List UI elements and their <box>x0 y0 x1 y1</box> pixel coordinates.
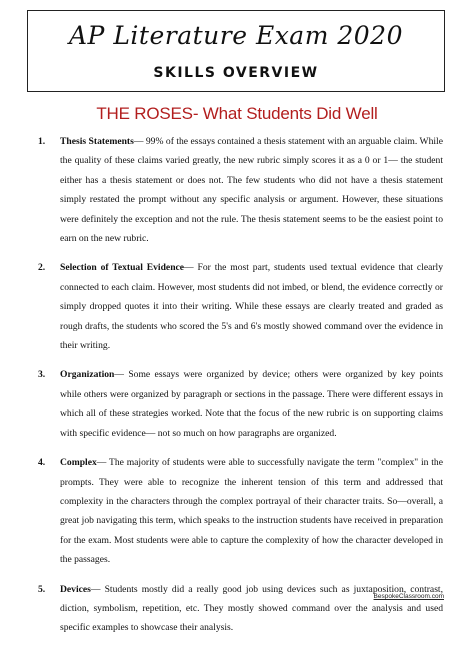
item-lead: Devices <box>60 583 91 595</box>
item-text: — The majority of students were able to successfully navigate the term "complex" in the prompts. They were able to recognize the inherent tension of this term and addressed that complexity in the characters through the complex portrayal of their character traits. So—overall, a great job navigating this term, which speaks to the instruction students have received in preparation for the exam. Most students were able to capture the complexity of how the character developed in the passages. <box>60 457 443 566</box>
item-number: 2. <box>38 262 46 274</box>
page-subtitle: SKILLS OVERVIEW <box>153 65 319 81</box>
title-box <box>27 10 445 92</box>
item-lead: Thesis Statements <box>60 136 134 147</box>
item-text: — For the most part, students used textual evidence that clearly connected to each claim. However, most students did not imbed, or blend, the evidence correctly or simply dropped quotes it into their writing. While these essays are clearly treated and graded as rough drafts, the students who scored the 5's and 6's mostly showed command over the evidence in their writing. <box>60 262 443 352</box>
list-item-organization <box>38 365 443 443</box>
page-title: AP Literature Exam 2020 <box>69 21 403 50</box>
list-item-thesis <box>38 132 443 248</box>
section-heading: THE ROSES- What Students Did Well <box>96 104 378 123</box>
footer-link[interactable]: BespokeClassroom.com <box>373 593 444 600</box>
item-text: — Some essays were organized by device; others were organized by key points while others were organized by paragraph or sections in the passage. There were different essays in which all of these strategies worked. Note that the focus of the new rubric is on supporting claims with specific evidence— not so much on how paragraphs are organized. <box>60 369 443 439</box>
item-number: 3. <box>38 369 46 381</box>
item-lead: Complex <box>60 457 97 469</box>
list-item-devices <box>38 580 443 638</box>
item-lead: Organization <box>60 369 115 381</box>
item-text: — Students mostly did a really good job using devices such as juxtaposition, contrast, diction, symbolism, repetition, etc. They mostly showed command over the analysis and used specific examples to showcase their analysis. <box>60 583 443 634</box>
item-number: 4. <box>38 457 46 469</box>
item-text: — 99% of the essays contained a thesis statement with an arguable claim. While the quality of these claims varied greatly, the new rubric simply scores it as a 0 or 1— the student either has a thesis statement or does not. The few students who did not have a thesis statement simply restated the prompt without any specific analysis or argument. However, these situations were definitely the exception and not the rule. The thesis statement seems to be the easiest point to earn on the new rubric. <box>60 136 443 245</box>
item-lead: Selection of Textual Evidence <box>60 262 185 274</box>
item-number: 5. <box>38 583 46 595</box>
skills-list <box>38 132 443 648</box>
list-item-evidence <box>38 258 443 355</box>
list-item-complex <box>38 453 443 569</box>
item-number: 1. <box>38 136 46 147</box>
